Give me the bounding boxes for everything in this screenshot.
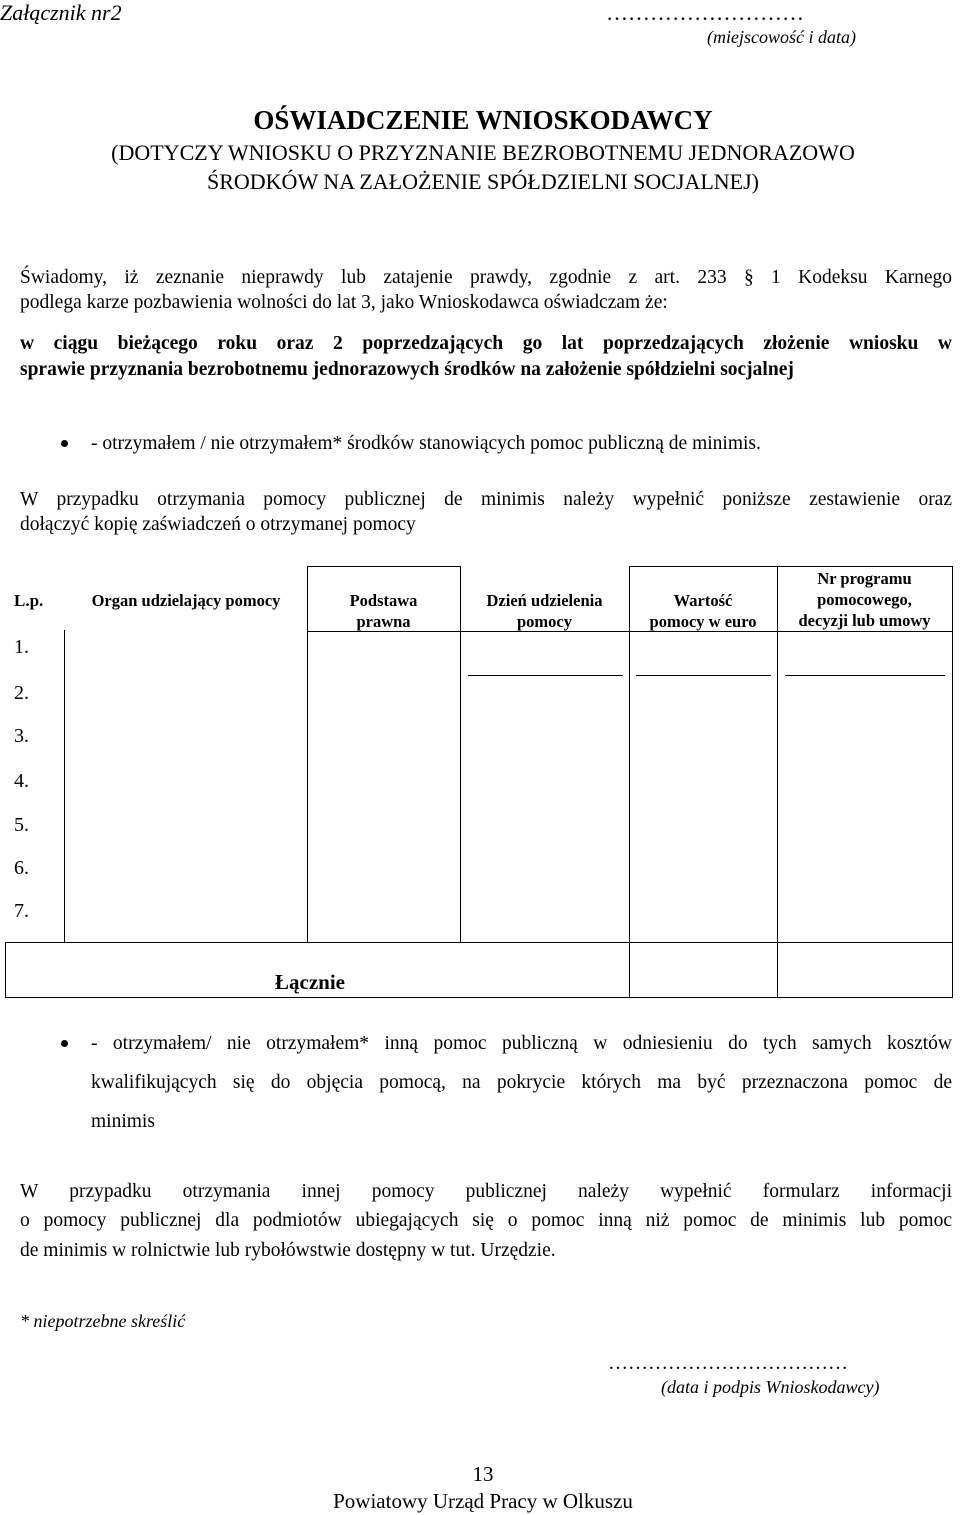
table-row-number: 6. <box>14 857 29 879</box>
table-row-number: 1. <box>14 636 29 658</box>
signature-label: (data i podpis Wnioskodawcy) <box>661 1377 880 1397</box>
bullet1-text: - otrzymałem / nie otrzymałem* środków stanowiących pomoc publiczną de minimis. <box>91 433 761 454</box>
footnote: * niepotrzebne skreślić <box>20 1311 186 1331</box>
table-row-number: 2. <box>14 682 29 704</box>
bullet2-line2: kwalifikujących się do objęcia pomocą, na pokrycie których ma być przeznaczona pomoc de <box>91 1072 952 1093</box>
bullet2-line1: - otrzymałem/ nie otrzymałem* inną pomoc publiczną w odniesieniu do tych samych kosztów <box>91 1033 952 1054</box>
table-row-number: 3. <box>14 725 29 747</box>
col-header-podstawa: Podstawa prawna <box>349 591 418 631</box>
col-header-organ: Organ udzielający pomocy <box>91 591 281 610</box>
statement-line1: Świadomy, iż zeznanie nieprawdy lub zatajenie prawdy, zgodnie z art. 233 § 1 Kodeksu Karnego <box>20 267 952 288</box>
col-header-lp: L.p. <box>14 591 44 610</box>
info2-line3: de minimis w rolnictwie lub rybołówstwie dostępny w tut. Urzędzie. <box>20 1240 556 1261</box>
info2-line2: o pomocy publicznej dla podmiotów ubiegających się o pomoc inną niż pomoc de minimis lub pomoc <box>20 1210 952 1231</box>
table-row-number: 7. <box>14 900 29 922</box>
statement-bold-line2: sprawie przyznania bezrobotnemu jednorazowych środków na założenie spółdzielni socjalnej <box>20 359 794 380</box>
table-row-number: 5. <box>14 814 29 836</box>
attachment-label: Załącznik nr2 <box>0 0 122 25</box>
info2-line1: W przypadku otrzymania innej pomocy publicznej należy wypełnić formularz informacji <box>20 1181 952 1202</box>
info1-line2: dołączyć kopię zaświadczeń o otrzymanej pomocy <box>20 514 416 535</box>
signature-dots: ……………………………… <box>608 1352 848 1374</box>
info1-line1: W przypadku otrzymania pomocy publicznej de minimis należy wypełnić poniższe zestawienie oraz <box>20 489 952 510</box>
bullet2-line3: minimis <box>91 1111 155 1132</box>
place-date-dots: ……………………… <box>606 0 804 25</box>
page-number: 13 <box>472 1462 494 1486</box>
statement-line2: podlega karze pozbawienia wolności do lat 3, jako Wnioskodawca oświadczam że: <box>20 292 668 313</box>
col-header-wartosc: Wartość pomocy w euro <box>649 591 757 631</box>
bullet-icon <box>61 1040 68 1047</box>
statement-bold-line1: w ciągu bieżącego roku oraz 2 poprzedzających go lat poprzedzających złożenie wniosku w <box>20 333 952 354</box>
table-row-number: 4. <box>14 770 29 792</box>
table-total-label: Łącznie <box>275 970 345 994</box>
document-subtitle-line2: ŚRODKÓW NA ZAŁOŻENIE SPÓŁDZIELNI SOCJALNEJ) <box>206 169 759 194</box>
document-title: OŚWIADCZENIE WNIOSKODAWCY <box>253 105 713 135</box>
place-date-label: (miejscowość i data) <box>707 27 856 47</box>
col-header-nr-programu: Nr programu pomocowego, decyzji lub umowy <box>798 569 931 630</box>
document-subtitle-line1: (DOTYCZY WNIOSKU O PRZYZNANIE BEZROBOTNEMU JEDNORAZOWO <box>111 140 855 165</box>
col-header-dzien: Dzień udzielenia pomocy <box>486 591 603 631</box>
footer-office: Powiatowy Urząd Pracy w Olkuszu <box>333 1489 633 1513</box>
bullet-icon <box>61 440 68 447</box>
